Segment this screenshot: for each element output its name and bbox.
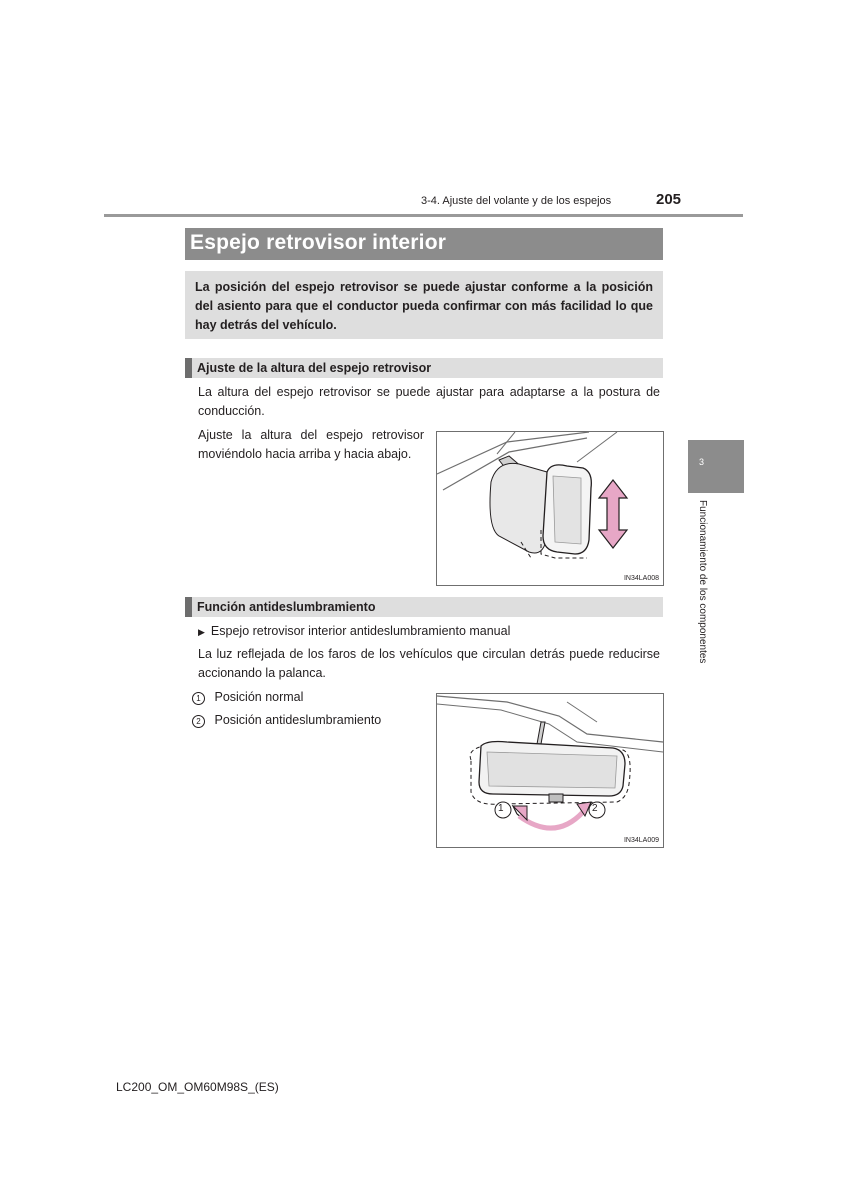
list-item [192,711,381,730]
page-number: 205 [656,191,682,208]
intro-box [185,271,663,339]
heading-marker [185,358,192,378]
mirror-height-illustration [437,432,663,585]
triangle-bullet-icon: ▶ [198,627,205,637]
callout-1: 1 [498,803,504,814]
bullet-item [198,622,660,642]
header-rule [104,214,743,217]
list-item-label: Posición antideslumbramiento [214,713,382,727]
section-header: 3-4. Ajuste del volante y de los espejos [421,195,612,207]
heading-marker [185,597,192,617]
height-instruction: Ajuste la altura del espejo retrovisor moviéndolo hacia arriba y hacia abajo. [198,428,424,461]
number-circle: 2 [192,715,205,728]
section-heading-antiglare [185,597,663,617]
section-heading-height [185,358,663,378]
chapter-number: 3 [699,457,705,467]
intro-text: La posición del espejo retrovisor se puede ajustar conforme a la posición del asiento para que el conductor pueda confirmar con más facilidad lo que hay detrás del vehículo. [195,280,653,332]
page-title-bar [185,228,663,260]
figure-code: IN34LA009 [623,837,659,844]
height-paragraph: La altura del espejo retrovisor se puede ajustar para adaptarse a la postura de conducción. [198,385,660,418]
antiglare-illustration [437,694,663,847]
mirror-height-figure [436,431,664,586]
callout-2: 2 [592,803,598,814]
figure-code: IN34LA008 [623,575,659,582]
number-circle: 1 [192,692,205,705]
bullet-text: Espejo retrovisor interior antideslumbramiento manual [210,624,511,638]
chapter-label: Funcionamiento de los componentes [697,500,708,664]
list-item-label: Posición normal [214,690,304,704]
section-heading-antiglare-text: Función antideslumbramiento [197,600,376,614]
list-item [192,688,303,707]
chapter-tab [688,440,744,493]
antiglare-paragraph: La luz reflejada de los faros de los vehículos que circulan detrás puede reducirse accionando la palanca. [198,647,660,680]
footer-code: LC200_OM_OM60M98S_(ES) [116,1080,279,1094]
antiglare-figure [436,693,664,848]
section-heading-height-text: Ajuste de la altura del espejo retrovisor [197,361,432,375]
page-title: Espejo retrovisor interior [190,231,447,254]
